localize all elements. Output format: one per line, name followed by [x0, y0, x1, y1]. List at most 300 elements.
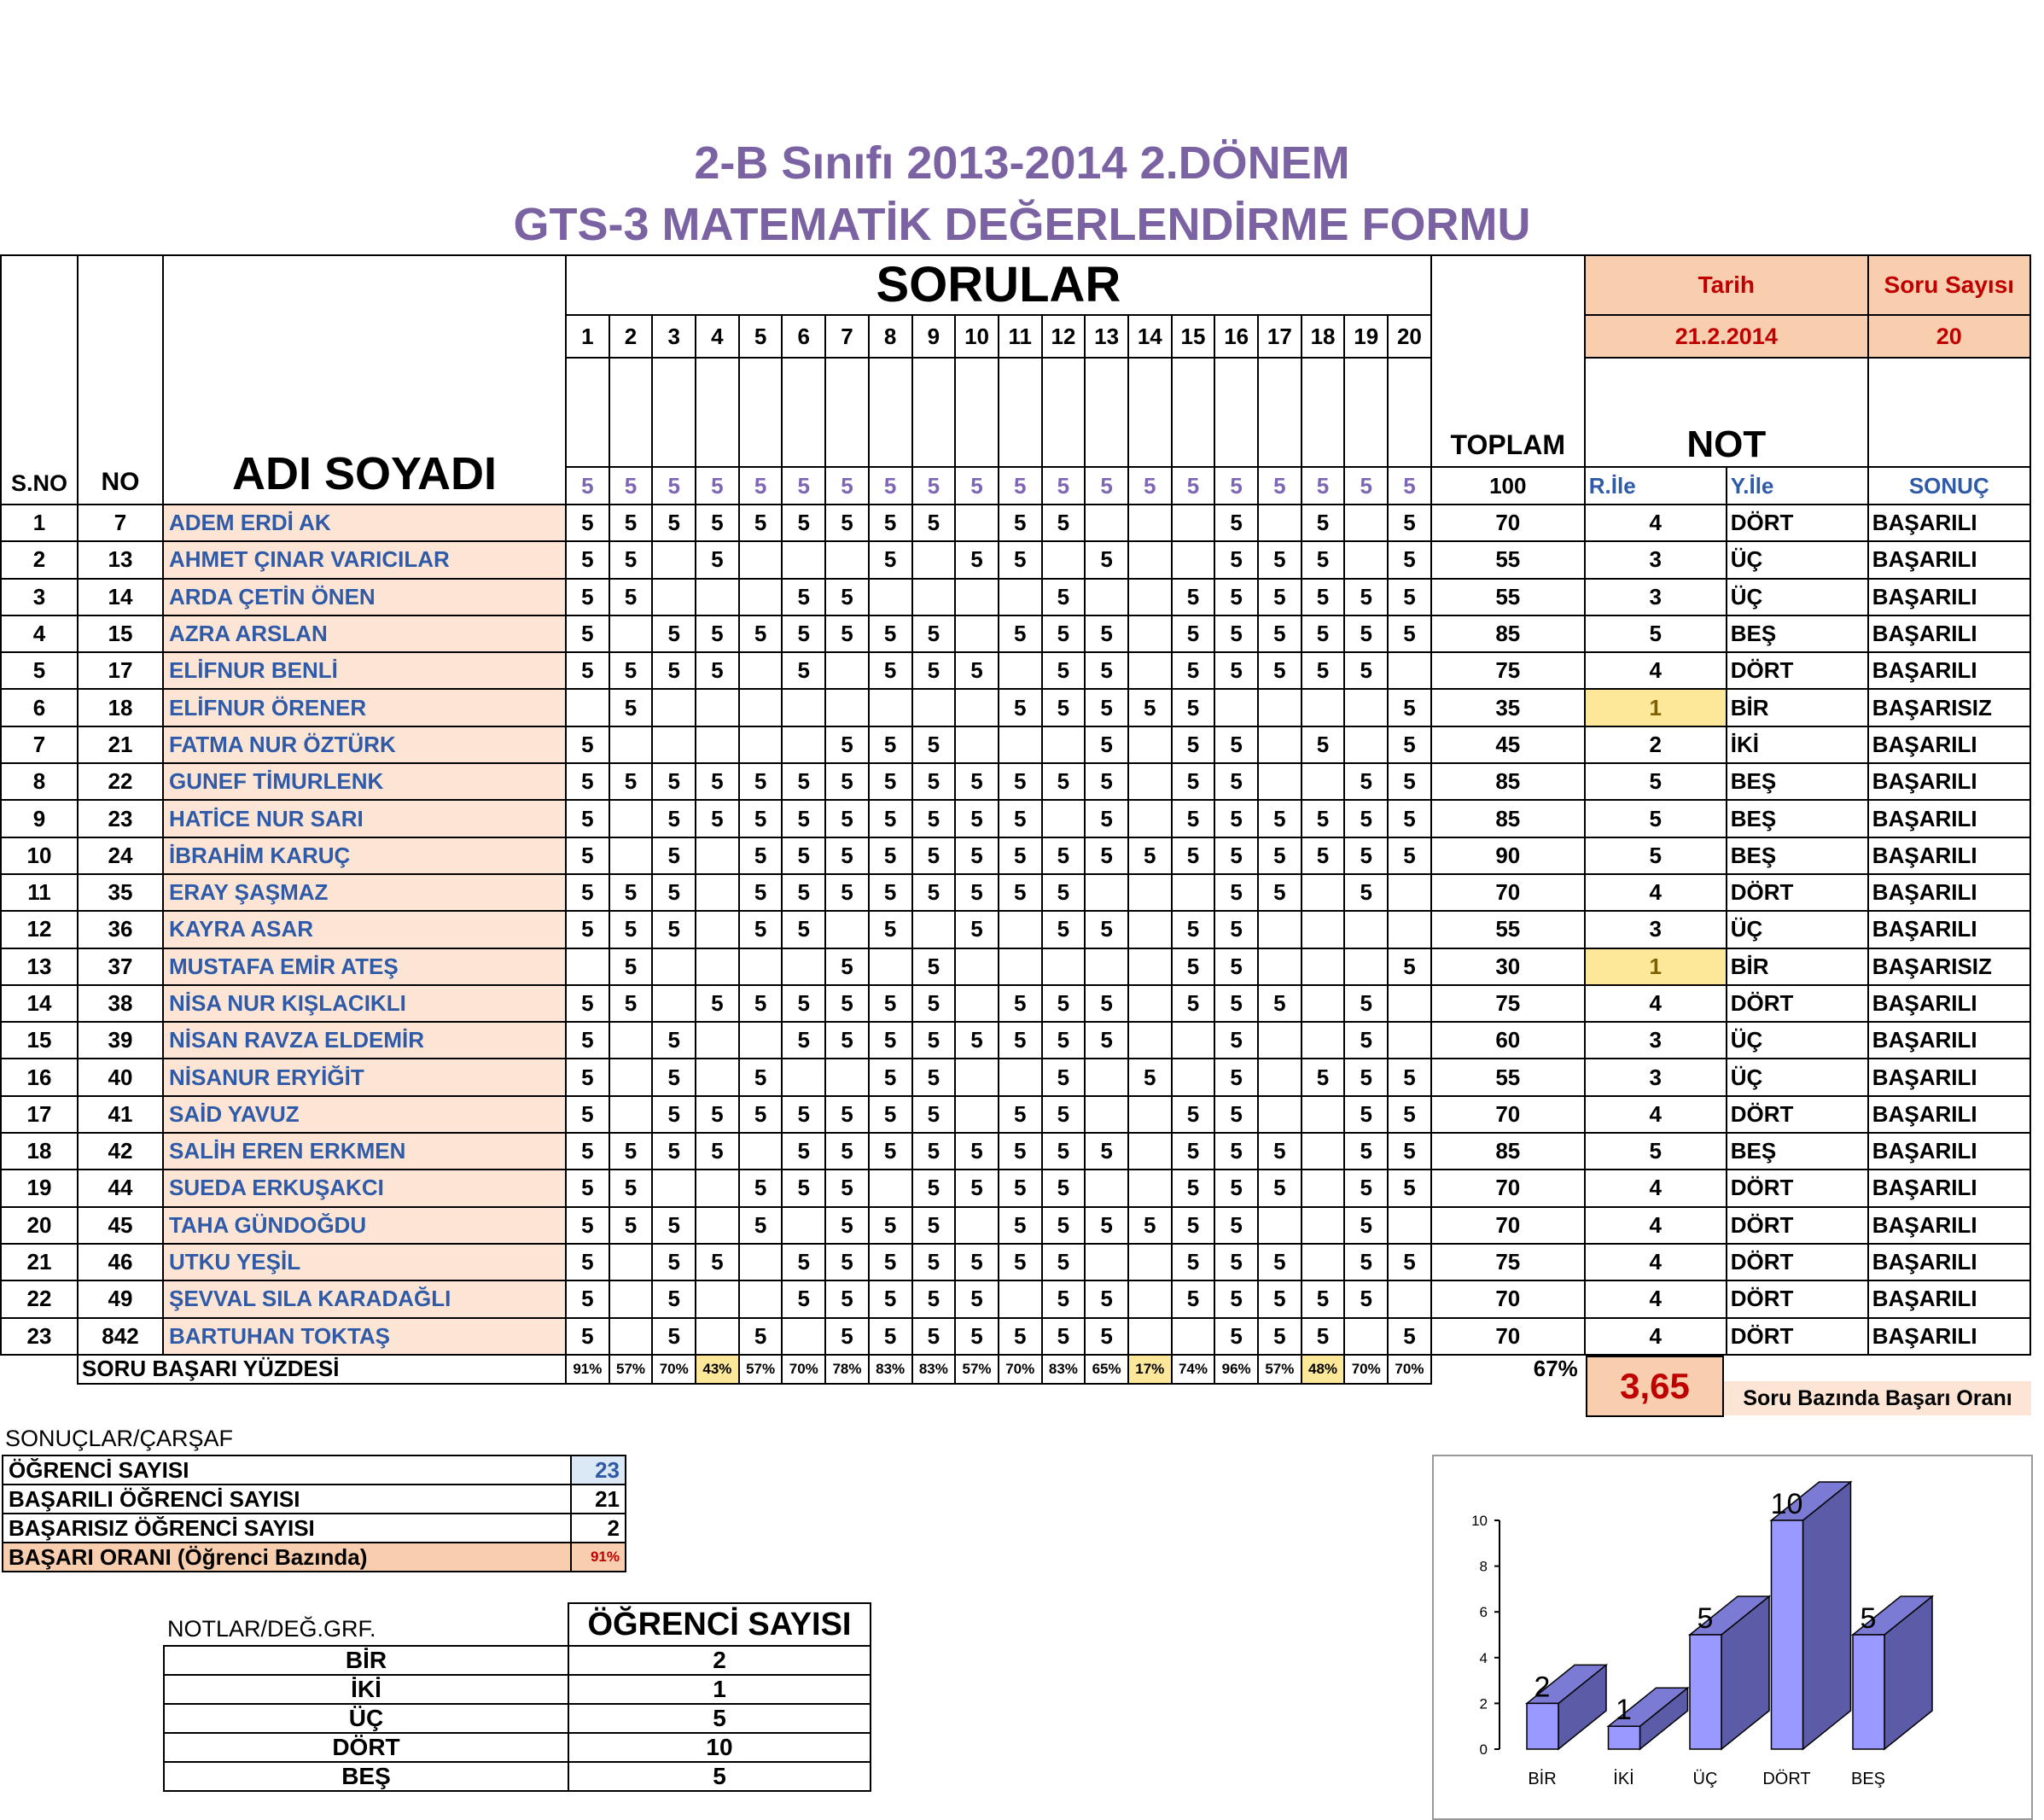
answer-cell: 5 [1214, 1059, 1258, 1095]
answer-cell [739, 1280, 783, 1317]
sno-cell: 15 [1, 1022, 78, 1059]
answer-cell [566, 948, 609, 985]
question-blank [566, 358, 609, 467]
no-cell: 49 [78, 1280, 163, 1317]
answer-cell: 5 [825, 1318, 869, 1355]
student-name: ARDA ÇETİN ÖNEN [163, 579, 566, 615]
answer-cell: 5 [955, 1133, 999, 1170]
answer-cell: 5 [1258, 1170, 1302, 1206]
student-name: ADEM ERDİ AK [163, 505, 566, 541]
answer-cell: 5 [825, 985, 869, 1022]
total-cell: 70 [1431, 1280, 1585, 1317]
y-tick-label: 2 [1479, 1695, 1488, 1712]
answer-cell: 5 [1042, 837, 1086, 874]
question-number: 5 [739, 315, 783, 358]
summary-label: BAŞARI ORANI (Öğrenci Bazında) [3, 1543, 571, 1572]
answer-cell: 5 [1042, 1022, 1086, 1059]
answer-cell: 5 [652, 800, 696, 837]
question-number: 7 [825, 315, 869, 358]
grade-table [0, 254, 2031, 1385]
answer-cell: 5 [1388, 1244, 1431, 1280]
answer-cell: 5 [1085, 837, 1128, 874]
sno-cell: 21 [1, 1244, 78, 1280]
answer-cell: 5 [1214, 874, 1258, 911]
summary-table [2, 1455, 626, 1572]
answer-cell: 5 [1085, 985, 1128, 1022]
no-cell: 39 [78, 1022, 163, 1059]
r-grade-cell: 4 [1585, 1170, 1727, 1206]
answer-cell [1302, 985, 1345, 1022]
answer-cell [1128, 1318, 1172, 1355]
answer-cell: 5 [1042, 985, 1086, 1022]
answer-cell: 5 [1344, 763, 1388, 800]
answer-cell: 5 [912, 1133, 956, 1170]
answer-cell: 5 [1302, 1059, 1345, 1095]
sno-cell: 18 [1, 1133, 78, 1170]
answer-cell: 5 [1344, 615, 1388, 652]
answer-cell: 5 [1302, 652, 1345, 689]
answer-cell [825, 911, 869, 948]
bar-front [1690, 1635, 1721, 1749]
question-number: 12 [1042, 315, 1086, 358]
answer-cell: 5 [609, 911, 653, 948]
answer-cell: 5 [566, 541, 609, 578]
answer-cell [955, 1059, 999, 1095]
summary-value: 2 [571, 1514, 626, 1543]
sno-cell: 13 [1, 948, 78, 985]
answer-cell: 5 [1302, 505, 1345, 541]
student-row [1, 948, 2030, 985]
total-cell: 70 [1431, 874, 1585, 911]
answer-cell: 5 [1214, 1280, 1258, 1317]
answer-cell [1388, 874, 1431, 911]
summary-row [3, 1485, 626, 1514]
answer-cell [652, 541, 696, 578]
answer-cell [869, 689, 912, 726]
sno-cell: 23 [1, 1318, 78, 1355]
answer-cell: 5 [1214, 1244, 1258, 1280]
r-grade-cell: 4 [1585, 1244, 1727, 1280]
answer-cell: 5 [955, 1170, 999, 1206]
no-cell: 21 [78, 726, 163, 763]
answer-cell: 5 [782, 837, 825, 874]
answer-cell: 5 [825, 579, 869, 615]
answer-cell: 5 [999, 874, 1042, 911]
answer-cell [1302, 874, 1345, 911]
answer-cell [696, 1207, 739, 1244]
answer-cell: 5 [566, 837, 609, 874]
answer-cell: 5 [782, 579, 825, 615]
question-blank [912, 358, 956, 467]
student-row [1, 874, 2030, 911]
answer-cell [652, 948, 696, 985]
answer-cell: 5 [1388, 579, 1431, 615]
answer-cell [1214, 689, 1258, 726]
question-percent: 43% [696, 1355, 739, 1384]
answer-cell: 5 [869, 1244, 912, 1280]
answer-cell: 5 [652, 1280, 696, 1317]
answer-cell [1302, 1133, 1345, 1170]
sno-cell: 19 [1, 1170, 78, 1206]
answer-cell: 5 [1085, 726, 1128, 763]
answer-cell: 5 [912, 874, 956, 911]
answer-cell [1388, 1207, 1431, 1244]
answer-cell: 5 [1172, 1207, 1215, 1244]
answer-cell: 5 [609, 689, 653, 726]
answer-cell: 5 [912, 652, 956, 689]
no-cell: 36 [78, 911, 163, 948]
answer-cell: 5 [652, 837, 696, 874]
answer-cell [782, 1207, 825, 1244]
answer-cell: 5 [1258, 652, 1302, 689]
answer-cell [1172, 541, 1215, 578]
answer-cell [912, 911, 956, 948]
answer-cell [1085, 1244, 1128, 1280]
answer-cell [1085, 505, 1128, 541]
answer-cell [739, 1244, 783, 1280]
answer-cell [1258, 726, 1302, 763]
question-percent: 57% [739, 1355, 783, 1384]
soru-sayisi-value: 20 [1868, 315, 2030, 358]
sno-cell: 14 [1, 985, 78, 1022]
r-grade-cell: 4 [1585, 1318, 1727, 1355]
answer-cell: 5 [782, 1133, 825, 1170]
total-cell: 55 [1431, 911, 1585, 948]
answer-cell: 5 [1344, 837, 1388, 874]
grade-bar-chart [1434, 1456, 2031, 1818]
answer-cell: 5 [609, 874, 653, 911]
answer-cell: 5 [999, 505, 1042, 541]
question-blank [869, 358, 912, 467]
answer-cell: 5 [652, 763, 696, 800]
answer-cell [696, 689, 739, 726]
student-name: ERAY ŞAŞMAZ [163, 874, 566, 911]
question-blank [609, 358, 653, 467]
question-weight: 5 [609, 467, 653, 505]
student-name: İBRAHİM KARUÇ [163, 837, 566, 874]
answer-cell [1344, 1318, 1388, 1355]
total-cell: 70 [1431, 1318, 1585, 1355]
student-name: MUSTAFA EMİR ATEŞ [163, 948, 566, 985]
summary-row [3, 1455, 626, 1485]
x-category-label: ÜÇ [1692, 1770, 1718, 1788]
no-cell: 40 [78, 1059, 163, 1095]
answer-cell [1388, 652, 1431, 689]
answer-cell: 5 [1214, 652, 1258, 689]
result-cell: BAŞARILI [1868, 1244, 2030, 1280]
r-grade-cell: 3 [1585, 1059, 1727, 1095]
answer-cell [609, 1096, 653, 1133]
answer-cell: 5 [566, 1096, 609, 1133]
answer-cell [609, 1244, 653, 1280]
answer-cell: 5 [566, 579, 609, 615]
answer-cell [609, 726, 653, 763]
question-number: 9 [912, 315, 956, 358]
answer-cell: 5 [825, 1280, 869, 1317]
answer-cell: 5 [782, 1280, 825, 1317]
answer-cell: 5 [1042, 615, 1086, 652]
bar-front [1772, 1520, 1803, 1749]
student-name: AHMET ÇINAR VARICILAR [163, 541, 566, 578]
question-percent: 57% [609, 1355, 653, 1384]
answer-cell: 5 [1388, 1096, 1431, 1133]
answer-cell: 5 [1302, 1318, 1345, 1355]
answer-cell [782, 689, 825, 726]
y-grade-cell: DÖRT [1727, 1207, 1868, 1244]
no-cell: 41 [78, 1096, 163, 1133]
distribution-row [164, 1675, 871, 1704]
answer-cell: 5 [1344, 652, 1388, 689]
r-grade-cell: 4 [1585, 1280, 1727, 1317]
answer-cell [955, 689, 999, 726]
total-cell: 70 [1431, 1170, 1585, 1206]
answer-cell: 5 [825, 1207, 869, 1244]
answer-cell: 5 [566, 726, 609, 763]
question-blank [1214, 358, 1258, 467]
grade-name: DÖRT [164, 1733, 568, 1762]
answer-cell: 5 [1258, 874, 1302, 911]
result-cell: BAŞARILI [1868, 615, 2030, 652]
answer-cell: 5 [739, 763, 783, 800]
answer-cell: 5 [825, 763, 869, 800]
answer-cell [955, 1207, 999, 1244]
answer-cell: 5 [696, 763, 739, 800]
answer-cell: 5 [1085, 1207, 1128, 1244]
answer-cell: 5 [825, 615, 869, 652]
answer-cell [1172, 1059, 1215, 1095]
r-grade-cell: 4 [1585, 505, 1727, 541]
y-grade-cell: DÖRT [1727, 874, 1868, 911]
answer-cell: 5 [566, 505, 609, 541]
answer-cell [1302, 911, 1345, 948]
r-ile-label: R.İle [1585, 467, 1727, 505]
answer-cell: 5 [566, 763, 609, 800]
answer-cell [609, 800, 653, 837]
summary-title: SONUÇLAR/ÇARŞAF [5, 1426, 234, 1451]
grade-count: 1 [568, 1675, 871, 1704]
answer-cell [739, 579, 783, 615]
answer-cell: 5 [1085, 689, 1128, 726]
r-grade-cell: 3 [1585, 911, 1727, 948]
answer-cell: 5 [609, 948, 653, 985]
question-percent: 74% [1172, 1355, 1215, 1384]
answer-cell: 5 [999, 1318, 1042, 1355]
answer-cell: 5 [912, 505, 956, 541]
student-row [1, 1133, 2030, 1170]
answer-cell [696, 1280, 739, 1317]
answer-cell [999, 911, 1042, 948]
y-grade-cell: DÖRT [1727, 652, 1868, 689]
answer-cell: 5 [1214, 1170, 1258, 1206]
result-cell: BAŞARISIZ [1868, 689, 2030, 726]
distribution-row [164, 1646, 871, 1675]
answer-cell: 5 [912, 1244, 956, 1280]
question-blank [1344, 358, 1388, 467]
answer-cell: 5 [1042, 579, 1086, 615]
answer-cell: 5 [566, 1022, 609, 1059]
question-weight: 5 [955, 467, 999, 505]
bar-front [1527, 1703, 1558, 1749]
question-blank [1042, 358, 1086, 467]
y-grade-cell: DÖRT [1727, 1170, 1868, 1206]
result-cell: BAŞARILI [1868, 726, 2030, 763]
answer-cell: 5 [955, 1022, 999, 1059]
question-blank [955, 358, 999, 467]
answer-cell: 5 [999, 1022, 1042, 1059]
answer-cell: 5 [1172, 948, 1215, 985]
bar-value-label: 5 [1860, 1602, 1877, 1635]
answer-cell: 5 [999, 837, 1042, 874]
answer-cell: 5 [1042, 1133, 1086, 1170]
student-row [1, 726, 2030, 763]
answer-cell [1258, 1059, 1302, 1095]
summary-row [3, 1514, 626, 1543]
answer-cell [1302, 689, 1345, 726]
answer-cell: 5 [696, 1244, 739, 1280]
answer-cell [1128, 911, 1172, 948]
total-cell: 85 [1431, 1133, 1585, 1170]
student-row [1, 837, 2030, 874]
y-grade-cell: ÜÇ [1727, 579, 1868, 615]
tarih-label: Tarih [1585, 255, 1868, 315]
y-grade-cell: BİR [1727, 948, 1868, 985]
answer-cell: 5 [1214, 726, 1258, 763]
question-number: 6 [782, 315, 825, 358]
student-name: BARTUHAN TOKTAŞ [163, 1318, 566, 1355]
student-row [1, 579, 2030, 615]
answer-cell: 5 [1172, 726, 1215, 763]
average-grade-label: Soru Bazında Başarı Oranı [1724, 1381, 2031, 1415]
answer-cell: 5 [955, 763, 999, 800]
sonuc-blank [1868, 358, 2030, 467]
answer-cell: 5 [1172, 1133, 1215, 1170]
answer-cell [696, 948, 739, 985]
student-name: GUNEF TİMURLENK [163, 763, 566, 800]
answer-cell: 5 [825, 726, 869, 763]
student-row [1, 985, 2030, 1022]
answer-cell: 5 [1085, 652, 1128, 689]
y-grade-cell: BEŞ [1727, 1133, 1868, 1170]
answer-cell: 5 [1388, 837, 1431, 874]
answer-cell [782, 726, 825, 763]
sno-cell: 4 [1, 615, 78, 652]
question-percent: 48% [1302, 1355, 1345, 1384]
answer-cell: 5 [1302, 541, 1345, 578]
answer-cell: 5 [869, 1280, 912, 1317]
answer-cell [1344, 948, 1388, 985]
answer-cell [1302, 1022, 1345, 1059]
answer-cell [1258, 1022, 1302, 1059]
answer-cell: 5 [1214, 1318, 1258, 1355]
answer-cell: 5 [912, 1022, 956, 1059]
no-cell: 23 [78, 800, 163, 837]
answer-cell [1042, 800, 1086, 837]
answer-cell: 5 [739, 1318, 783, 1355]
r-grade-cell: 4 [1585, 874, 1727, 911]
total-cell: 70 [1431, 1096, 1585, 1133]
y-grade-cell: BEŞ [1727, 800, 1868, 837]
sno-header: S.NO [1, 255, 78, 505]
answer-cell: 5 [1128, 1207, 1172, 1244]
answer-cell: 5 [912, 763, 956, 800]
answer-cell: 5 [1388, 800, 1431, 837]
answer-cell: 5 [566, 800, 609, 837]
answer-cell [609, 1022, 653, 1059]
question-blank [1258, 358, 1302, 467]
answer-cell [739, 541, 783, 578]
answer-cell: 5 [955, 652, 999, 689]
answer-cell [955, 726, 999, 763]
answer-cell: 5 [1344, 1133, 1388, 1170]
question-number: 1 [566, 315, 609, 358]
answer-cell: 5 [1388, 1318, 1431, 1355]
answer-cell: 5 [1214, 948, 1258, 985]
question-number: 17 [1258, 315, 1302, 358]
sno-cell: 3 [1, 579, 78, 615]
question-blank [825, 358, 869, 467]
no-cell: 44 [78, 1170, 163, 1206]
answer-cell: 5 [1214, 541, 1258, 578]
answer-cell [696, 726, 739, 763]
student-row [1, 1318, 2030, 1355]
answer-cell: 5 [566, 615, 609, 652]
student-name: HATİCE NUR SARI [163, 800, 566, 837]
student-name: ELİFNUR ÖRENER [163, 689, 566, 726]
r-grade-cell: 4 [1585, 652, 1727, 689]
answer-cell: 5 [999, 1207, 1042, 1244]
question-blank [1172, 358, 1215, 467]
question-percent: 70% [999, 1355, 1042, 1384]
total-cell: 70 [1431, 1207, 1585, 1244]
answer-cell: 5 [652, 615, 696, 652]
student-row [1, 505, 2030, 541]
grade-name: BİR [164, 1646, 568, 1675]
summary-label: BAŞARISIZ ÖĞRENCİ SAYISI [3, 1514, 571, 1543]
x-category-label: BİR [1528, 1770, 1557, 1788]
answer-cell [1128, 1022, 1172, 1059]
answer-cell: 5 [1344, 985, 1388, 1022]
answer-cell: 5 [1042, 1207, 1086, 1244]
bar-side [1803, 1482, 1851, 1749]
answer-cell [999, 726, 1042, 763]
question-weight: 5 [1388, 467, 1431, 505]
r-grade-cell: 3 [1585, 1022, 1727, 1059]
summary-label: ÖĞRENCİ SAYISI [3, 1455, 571, 1485]
question-percent: 78% [825, 1355, 869, 1384]
answer-cell: 5 [869, 1207, 912, 1244]
question-percent: 70% [782, 1355, 825, 1384]
answer-cell: 5 [1388, 615, 1431, 652]
y-grade-cell: DÖRT [1727, 985, 1868, 1022]
answer-cell: 5 [782, 763, 825, 800]
answer-cell: 5 [825, 874, 869, 911]
answer-cell: 5 [999, 1170, 1042, 1206]
answer-cell: 5 [999, 1244, 1042, 1280]
answer-cell [825, 1059, 869, 1095]
student-name: SUEDA ERKUŞAKCI [163, 1170, 566, 1206]
question-number: 13 [1085, 315, 1128, 358]
question-blank [1302, 358, 1345, 467]
question-weight: 5 [1214, 467, 1258, 505]
answer-cell: 5 [1344, 1244, 1388, 1280]
answer-cell: 5 [869, 800, 912, 837]
answer-cell: 5 [825, 1244, 869, 1280]
question-number: 18 [1302, 315, 1345, 358]
answer-cell: 5 [912, 615, 956, 652]
student-name: AZRA ARSLAN [163, 615, 566, 652]
student-name: UTKU YEŞİL [163, 1244, 566, 1280]
question-percent: 65% [1085, 1355, 1128, 1384]
